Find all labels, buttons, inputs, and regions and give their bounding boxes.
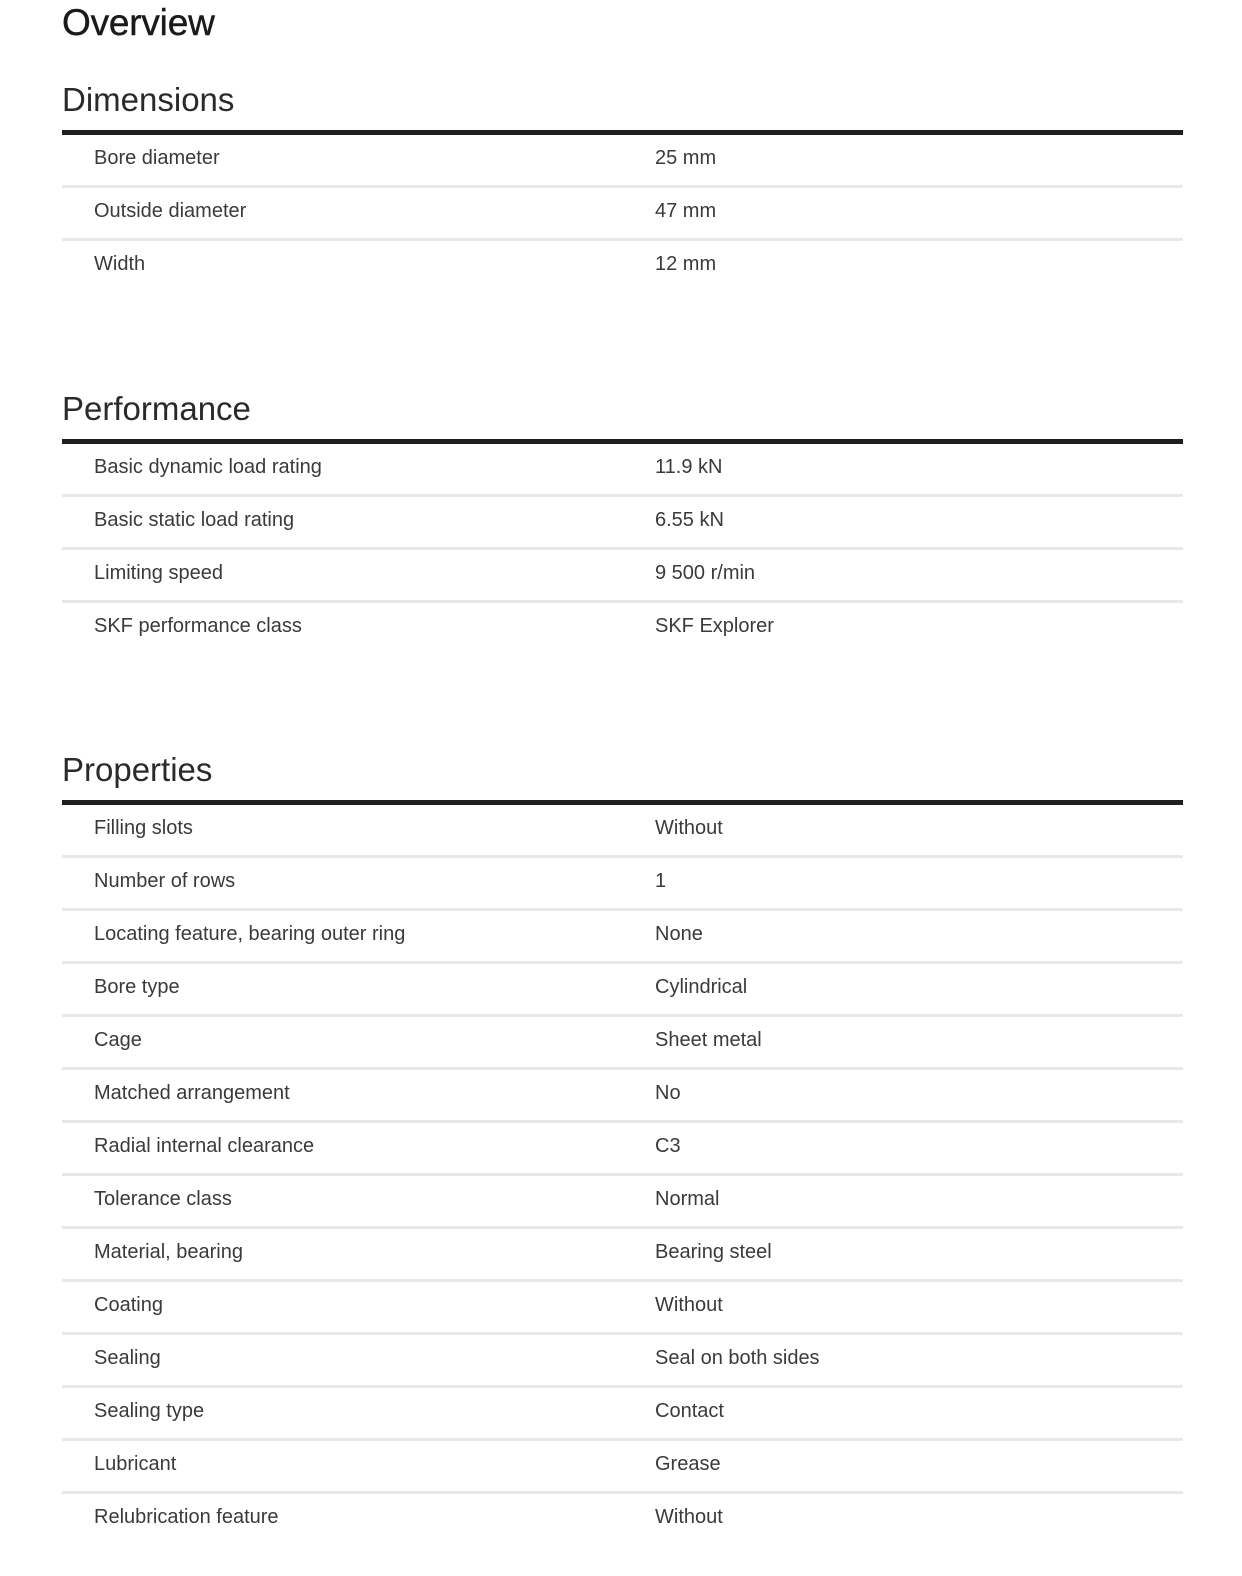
spec-label: Locating feature, bearing outer ring (94, 923, 406, 945)
spec-value: No (655, 1082, 681, 1104)
table-row (62, 1282, 1183, 1335)
spec-value: 25 mm (655, 147, 717, 169)
spec-label: Filling slots (94, 817, 193, 839)
table-row (62, 1335, 1183, 1388)
spec-value: Normal (655, 1188, 720, 1210)
spec-value: Cylindrical (655, 976, 748, 998)
spec-label: Number of rows (94, 870, 236, 892)
section-title-properties: Properties (62, 751, 213, 788)
spec-value: Without (655, 817, 723, 839)
spec-label: Coating (94, 1294, 163, 1316)
table-row (62, 1176, 1183, 1229)
table-row (62, 1123, 1183, 1176)
spec-label: Matched arrangement (94, 1082, 290, 1104)
spec-label: Radial internal clearance (94, 1135, 315, 1157)
spec-value: C3 (655, 1135, 681, 1157)
spec-value: 9 500 r/min (655, 562, 756, 584)
spec-label: Cage (94, 1029, 142, 1051)
spec-label: Material, bearing (94, 1241, 243, 1263)
spec-value: SKF Explorer (655, 615, 774, 637)
spec-label: Outside diameter (94, 200, 247, 222)
spec-value: Bearing steel (655, 1241, 772, 1263)
spec-label: Tolerance class (94, 1188, 232, 1210)
dimensions-section (62, 80, 1183, 291)
spec-value: Without (655, 1506, 723, 1528)
spec-table-dimensions (62, 130, 1183, 291)
section-title-dimensions: Dimensions (62, 81, 235, 118)
table-row (62, 964, 1183, 1017)
properties-section (62, 750, 1183, 1544)
spec-label: Bore diameter (94, 147, 220, 169)
spec-label: Basic dynamic load rating (94, 456, 322, 478)
spec-label: Limiting speed (94, 562, 223, 584)
spec-label: Bore type (94, 976, 180, 998)
spec-value: Sheet metal (655, 1029, 762, 1051)
spec-label: Relubrication feature (94, 1506, 279, 1528)
spec-value: Seal on both sides (655, 1347, 820, 1369)
spec-value: 47 mm (655, 200, 717, 222)
table-row (62, 135, 1183, 188)
table-row (62, 911, 1183, 964)
table-row (62, 1441, 1183, 1494)
spec-label: Lubricant (94, 1453, 177, 1475)
table-row (62, 444, 1183, 497)
spec-value: Grease (655, 1453, 721, 1475)
spec-label: Sealing type (94, 1400, 205, 1422)
table-row (62, 603, 1183, 653)
spec-value: Contact (655, 1400, 724, 1422)
spec-table-performance (62, 439, 1183, 653)
table-row (62, 1017, 1183, 1070)
spec-value: None (655, 923, 703, 945)
performance-section (62, 389, 1183, 653)
table-row (62, 188, 1183, 241)
table-row (62, 241, 1183, 291)
table-row (62, 550, 1183, 603)
table-row (62, 497, 1183, 550)
spec-value: Without (655, 1294, 723, 1316)
spec-label: SKF performance class (94, 615, 302, 637)
spec-value: 11.9 kN (655, 456, 723, 478)
spec-table-properties (62, 800, 1183, 1544)
spec-label: Sealing (94, 1347, 161, 1369)
spec-label: Width (94, 253, 146, 275)
spec-value: 12 mm (655, 253, 717, 275)
section-title-performance: Performance (62, 390, 251, 427)
spec-value: 1 (655, 870, 667, 892)
page-title: Overview (62, 2, 215, 43)
spec-label: Basic static load rating (94, 509, 295, 531)
table-row (62, 805, 1183, 858)
table-row (62, 1070, 1183, 1123)
table-row (62, 1494, 1183, 1544)
table-row (62, 1388, 1183, 1441)
table-row (62, 1229, 1183, 1282)
spec-value: 6.55 kN (655, 509, 724, 531)
table-row (62, 858, 1183, 911)
